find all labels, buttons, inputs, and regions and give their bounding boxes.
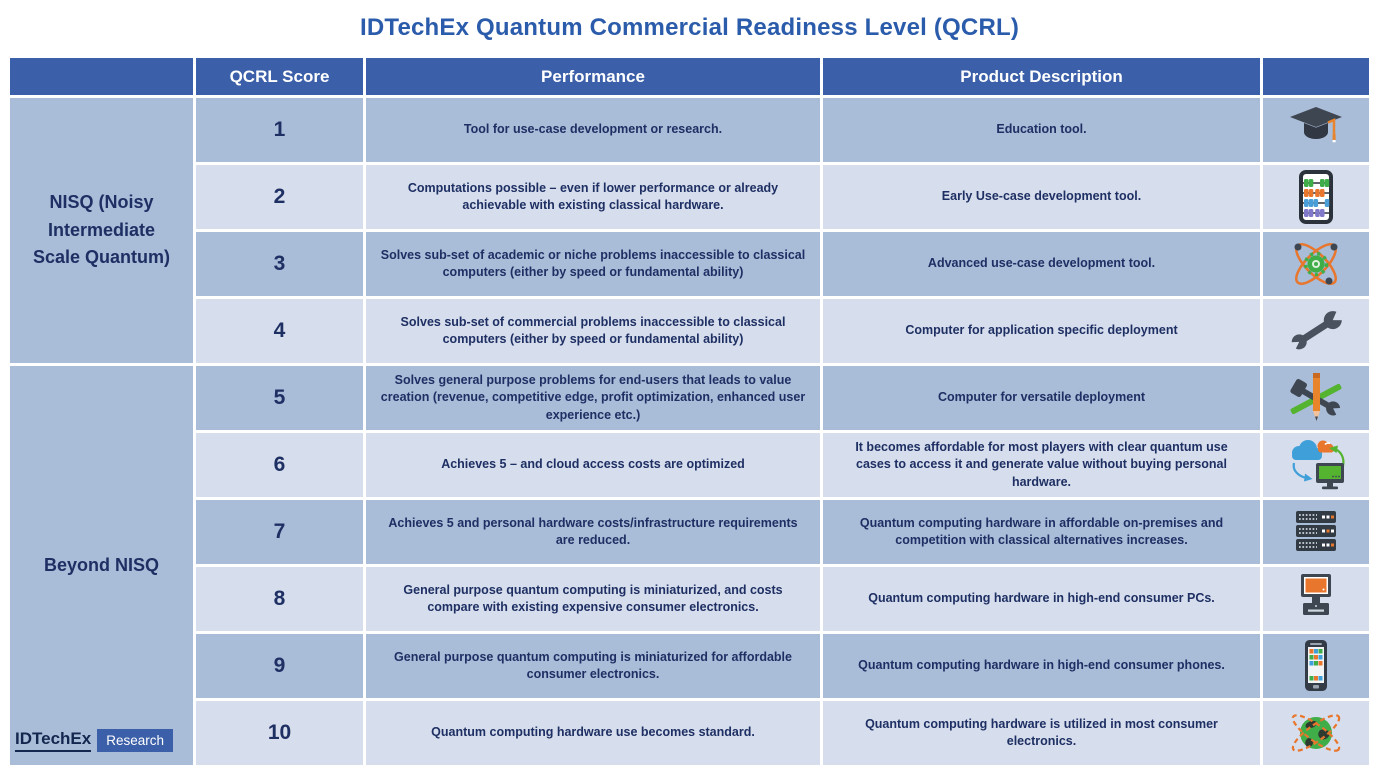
desktop-computer-icon (1263, 567, 1369, 631)
cloud-computing-icon (1263, 433, 1369, 497)
row-product-description: Computer for versatile deployment (823, 366, 1260, 430)
row-performance: Tool for use-case development or research. (366, 98, 820, 162)
row-performance: General purpose quantum computing is miniaturized for affordable consumer electronics. (366, 634, 820, 698)
group-label-beyond-nisq: Beyond NISQ (10, 366, 193, 765)
row-performance: Quantum computing hardware use becomes standard. (366, 701, 820, 765)
row-score: 8 (196, 567, 363, 631)
group-label-nisq: NISQ (Noisy Intermediate Scale Quantum) (10, 98, 193, 363)
row-product-description: It becomes affordable for most players with clear quantum use cases to access it and generate value without buying personal hardware. (823, 433, 1260, 497)
globe-icon (1263, 701, 1369, 765)
row-score: 2 (196, 165, 363, 229)
row-product-description: Education tool. (823, 98, 1260, 162)
row-score: 7 (196, 500, 363, 564)
atom-icon (1263, 232, 1369, 296)
row-product-description: Computer for application specific deployment (823, 299, 1260, 363)
server-rack-icon (1263, 500, 1369, 564)
row-performance: General purpose quantum computing is miniaturized, and costs compare with existing expensive consumer electronics. (366, 567, 820, 631)
row-product-description: Early Use-case development tool. (823, 165, 1260, 229)
row-performance: Solves sub-set of academic or niche problems inaccessible to classical computers (either by speed or fundamental ability) (366, 232, 820, 296)
row-product-description: Advanced use-case development tool. (823, 232, 1260, 296)
row-performance: Solves sub-set of commercial problems inaccessible to classical computers (either by speed or fundamental ability) (366, 299, 820, 363)
row-product-description: Quantum computing hardware in high-end consumer PCs. (823, 567, 1260, 631)
row-score: 5 (196, 366, 363, 430)
header-icon-spacer (1263, 58, 1369, 95)
row-score: 1 (196, 98, 363, 162)
idtechex-logo-text: IDTechEx (15, 729, 91, 752)
header-score: QCRL Score (196, 58, 363, 95)
row-score: 3 (196, 232, 363, 296)
qcrl-table (10, 58, 1369, 765)
header-performance: Performance (366, 58, 820, 95)
page-title: IDTechEx Quantum Commercial Readiness Level (QCRL) (359, 14, 1020, 41)
row-score: 9 (196, 634, 363, 698)
row-performance: Solves general purpose problems for end-users that leads to value creation (revenue, competitive edge, profit optimization, enhanced user experience etc.) (366, 366, 820, 430)
smartphone-icon (1263, 634, 1369, 698)
abacus-icon (1263, 165, 1369, 229)
row-performance: Achieves 5 – and cloud access costs are optimized (366, 433, 820, 497)
research-badge: Research (97, 729, 173, 752)
row-score: 6 (196, 433, 363, 497)
wrench-icon (1263, 299, 1369, 363)
row-performance: Computations possible – even if lower performance or already achievable with existing classical hardware. (366, 165, 820, 229)
row-product-description: Quantum computing hardware is utilized in most consumer electronics. (823, 701, 1260, 765)
header-group-spacer (10, 58, 193, 95)
row-product-description: Quantum computing hardware in affordable on-premises and competition with classical alternatives increases. (823, 500, 1260, 564)
row-score: 10 (196, 701, 363, 765)
row-product-description: Quantum computing hardware in high-end consumer phones. (823, 634, 1260, 698)
header-product-description: Product Description (823, 58, 1260, 95)
row-performance: Achieves 5 and personal hardware costs/infrastructure requirements are reduced. (366, 500, 820, 564)
idtechex-logo (15, 729, 173, 752)
tools-icon (1263, 366, 1369, 430)
graduation-cap-icon (1263, 98, 1369, 162)
row-score: 4 (196, 299, 363, 363)
